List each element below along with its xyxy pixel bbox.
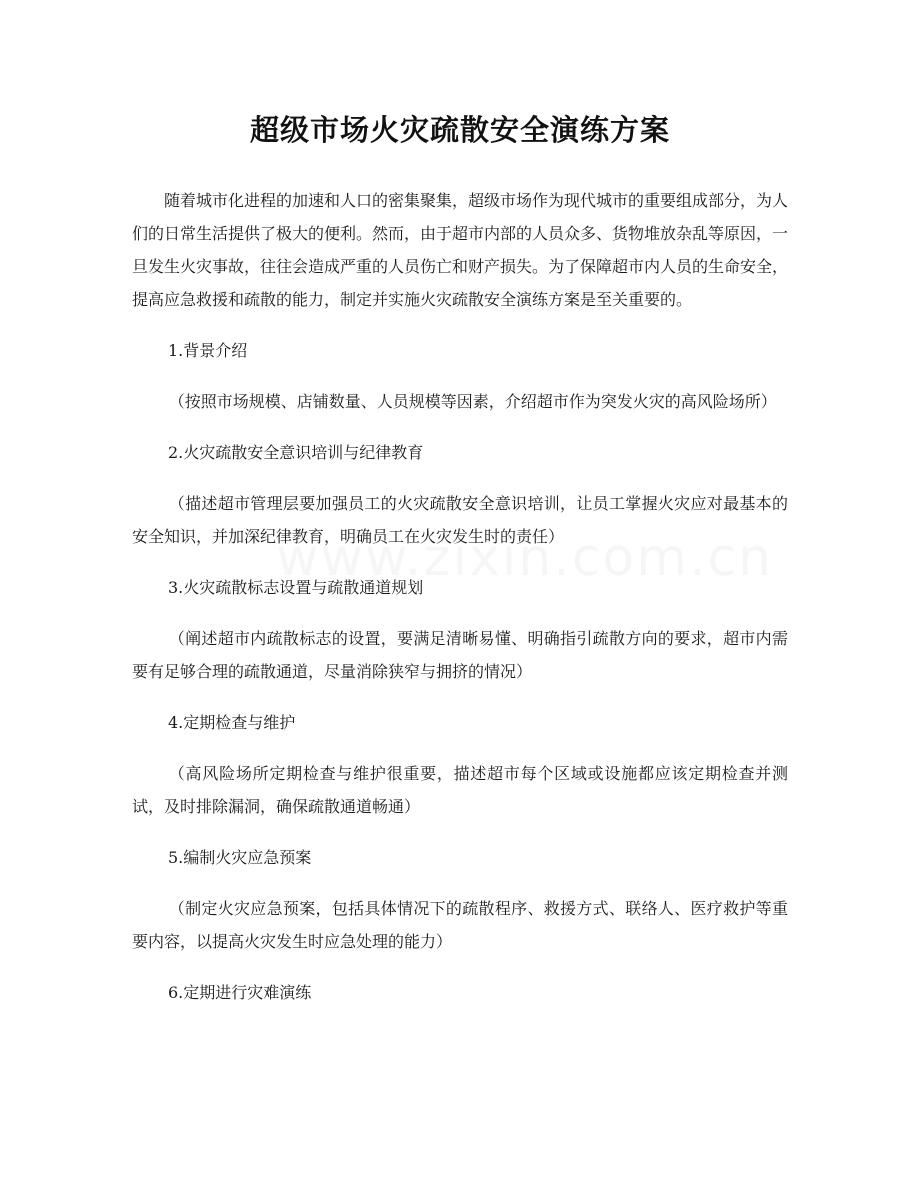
section-2-note: （描述超市管理层要加强员工的火灾疏散安全意识培训，让员工掌握火灾应对最基本的安全知识，并加深纪律教育，明确员工在火灾发生时的责任） (132, 494, 788, 546)
section-1-note: （按照市场规模、店铺数量、人员规模等因素，介绍超市作为突发火灾的高风险场所） (168, 392, 777, 411)
section-3-note: （阐述超市内疏散标志的设置，要满足清晰易懂、明确指引疏散方向的要求，超市内需要有足够合理的疏散通道，尽量消除狭窄与拥挤的情况） (132, 629, 788, 681)
section-1-heading: 1.背景介绍 (168, 341, 248, 360)
intro-paragraph: 随着城市化进程的加速和人口的密集聚集，超级市场作为现代城市的重要组成部分，为人们的日常生活提供了极大的便利。然而，由于超市内部的人员众多、货物堆放杂乱等原因，一旦发生火灾事故，往往会造成严重的人员伤亡和财产损失。为了保障超市内人员的生命安全，提高应急救援和疏散的能力，制定并实施火灾疏散安全演练方案是至关重要的。 (132, 191, 789, 309)
section-4-heading: 4.定期检查与维护 (168, 713, 296, 732)
document-body (132, 184, 788, 1009)
section-4-note: （高风险场所定期检查与维护很重要，描述超市每个区域或设施都应该定期检查并测试，及时排除漏洞，确保疏散通道畅通） (132, 764, 788, 816)
section-3-heading: 3.火灾疏散标志设置与疏散通道规划 (168, 578, 424, 597)
section-5-heading: 5.编制火灾应急预案 (168, 848, 312, 867)
document-title: 超级市场火灾疏散安全演练方案 (249, 113, 670, 147)
section-6-heading: 6.定期进行灾难演练 (168, 983, 312, 1002)
section-5-note: （制定火灾应急预案，包括具体情况下的疏散程序、救援方式、联络人、医疗救护等重要内容，以提高火灾发生时应急处理的能力） (132, 899, 788, 951)
section-2-heading: 2.火灾疏散安全意识培训与纪律教育 (168, 443, 424, 462)
